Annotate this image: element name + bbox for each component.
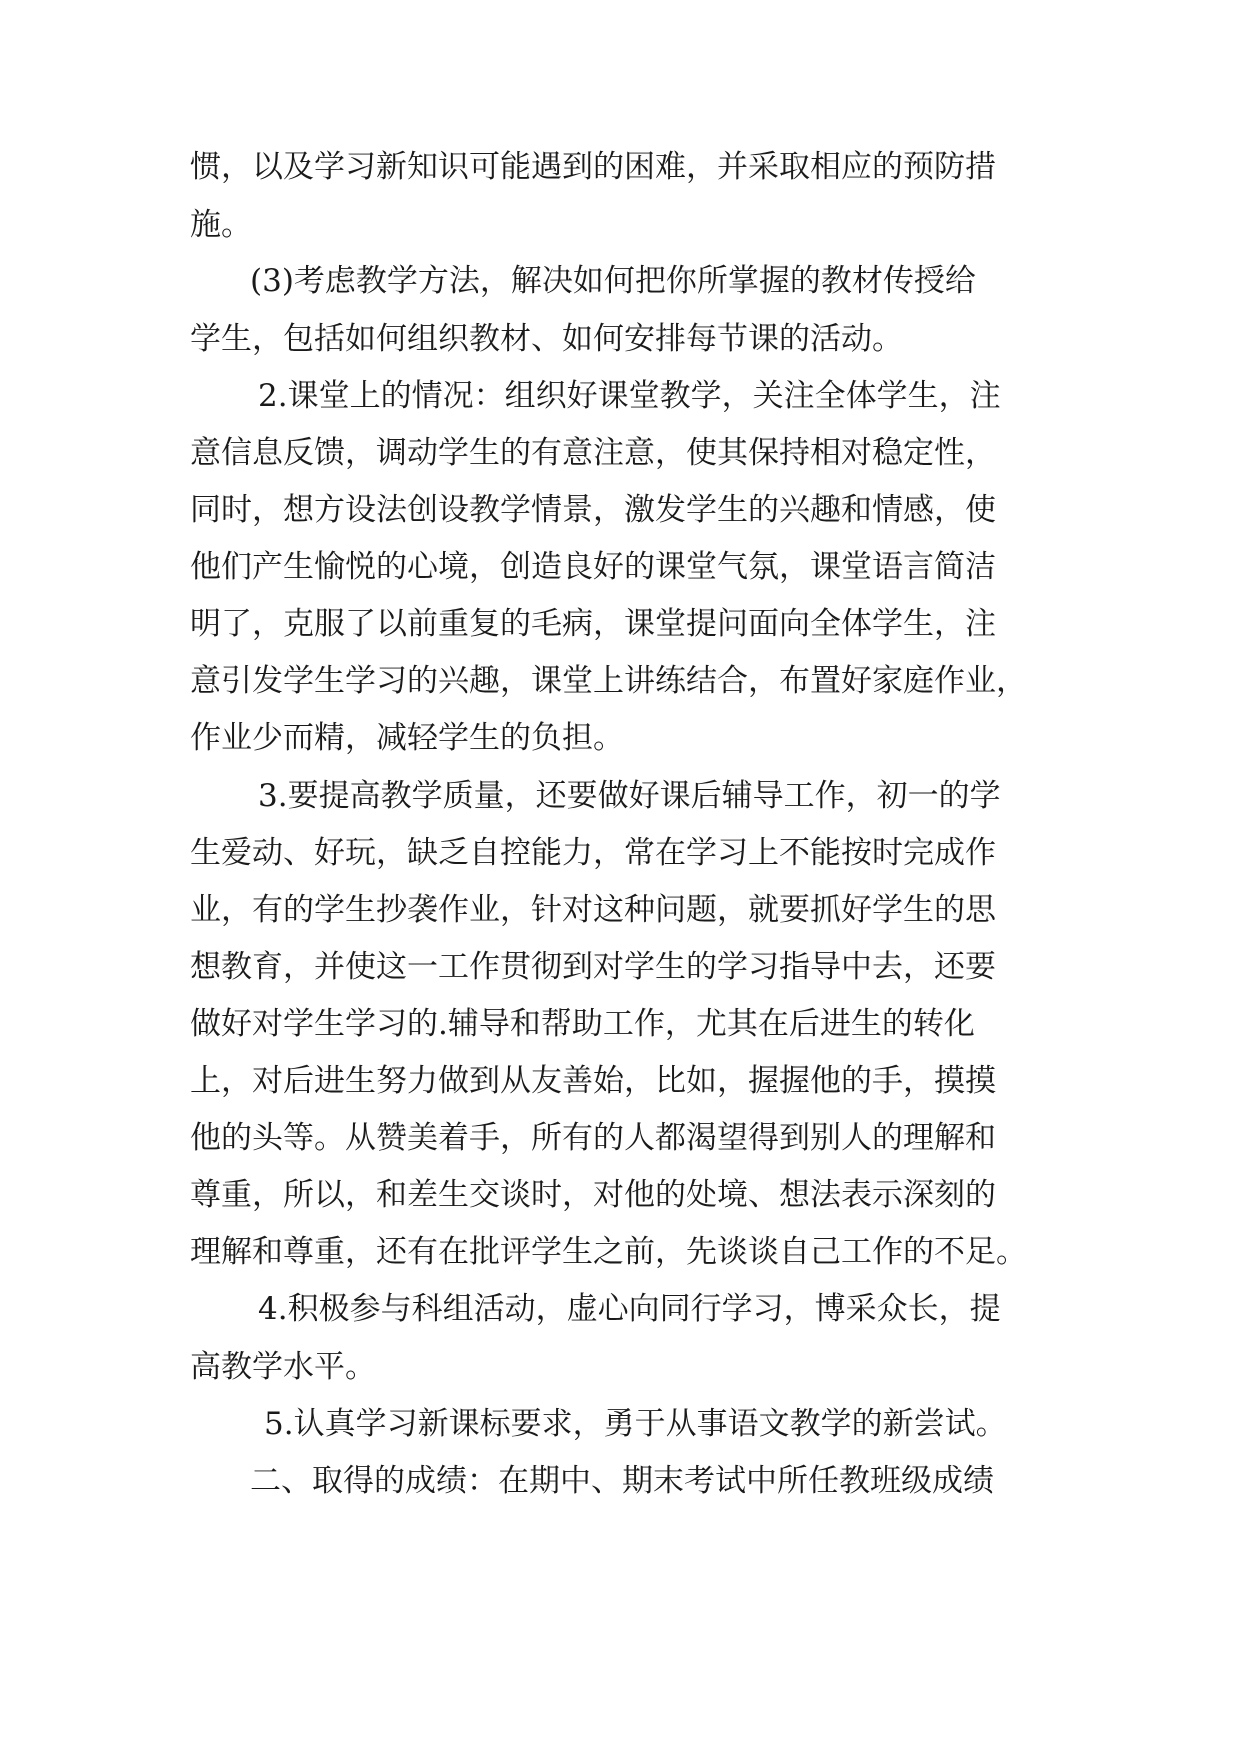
text-line-content: 他的头等。从赞美着手，所有的人都渴望得到别人的理解和 — [190, 1120, 996, 1156]
text-line-content: 意引发学生学习的兴趣，课堂上讲练结合，布置好家庭作业， — [190, 663, 1027, 699]
text-line — [190, 1175, 1050, 1215]
text-line — [190, 147, 1050, 187]
text-line-content: 5.认真学习新课标要求，勇于从事语文教学的新尝试。 — [264, 1406, 1007, 1442]
text-line — [190, 1347, 1050, 1387]
text-line-content: 惯，以及学习新知识可能遇到的困难，并采取相应的预防措 — [190, 149, 996, 185]
text-line-content: 学生，包括如何组织教材、如何安排每节课的活动。 — [190, 321, 903, 357]
text-line-content: 想教育，并使这一工作贯彻到对学生的学习指导中去，还要 — [190, 949, 996, 985]
text-line-content: (3)考虑教学方法，解决如何把你所掌握的教材传授给 — [250, 263, 976, 299]
text-line-content: 生爱动、好玩，缺乏自控能力，常在学习上不能按时完成作 — [190, 835, 996, 871]
text-line — [190, 319, 1050, 359]
text-line — [190, 947, 1050, 987]
text-line — [190, 833, 1050, 873]
text-line-content: 业，有的学生抄袭作业，针对这种问题，就要抓好学生的思 — [190, 892, 996, 928]
text-line — [190, 205, 1050, 245]
text-line-content: 意信息反馈，调动学生的有意注意，使其保持相对稳定性， — [190, 435, 996, 471]
text-line — [190, 604, 1050, 644]
text-line-content: 施。 — [190, 207, 252, 243]
text-line — [190, 490, 1050, 530]
text-line — [190, 890, 1050, 930]
text-line — [258, 376, 1050, 416]
text-line — [250, 261, 1050, 301]
text-line-content: 他们产生愉悦的心境，创造良好的课堂气氛，课堂语言简洁 — [190, 549, 996, 585]
text-line-content: 高教学水平。 — [190, 1349, 376, 1385]
text-line — [190, 1004, 1050, 1044]
text-line-content: 上，对后进生努力做到从友善始，比如，握握他的手，摸摸 — [190, 1063, 996, 1099]
text-line-content: 同时，想方设法创设教学情景，激发学生的兴趣和情感，使 — [190, 492, 996, 528]
text-line-content: 尊重，所以，和差生交谈时，对他的处境、想法表示深刻的 — [190, 1177, 996, 1213]
text-line — [190, 1061, 1050, 1101]
text-line — [264, 1404, 1050, 1444]
text-line-content: 3.要提高教学质量，还要做好课后辅导工作，初一的学 — [258, 778, 1001, 814]
text-line — [190, 547, 1050, 587]
text-line-content: 做好对学生学习的.辅导和帮助工作，尤其在后进生的转化 — [190, 1006, 975, 1042]
text-line — [190, 1118, 1050, 1158]
text-line-content: 4.积极参与科组活动，虚心向同行学习，博采众长，提 — [258, 1291, 1001, 1327]
text-line — [190, 661, 1050, 701]
text-line — [250, 1461, 1050, 1501]
text-line-content: 二、取得的成绩：在期中、期末考试中所任教班级成绩 — [250, 1463, 994, 1499]
text-line-content: 作业少而精，减轻学生的负担。 — [190, 720, 624, 756]
text-line — [190, 1232, 1050, 1272]
text-line — [258, 1289, 1050, 1329]
text-line — [190, 718, 1050, 758]
text-line-content: 2.课堂上的情况：组织好课堂教学，关注全体学生，注 — [258, 378, 1001, 414]
text-line — [258, 776, 1050, 816]
text-line-content: 明了，克服了以前重复的毛病，课堂提问面向全体学生，注 — [190, 606, 996, 642]
text-line-content: 理解和尊重，还有在批评学生之前，先谈谈自己工作的不足。 — [190, 1234, 1027, 1270]
text-line — [190, 433, 1050, 473]
